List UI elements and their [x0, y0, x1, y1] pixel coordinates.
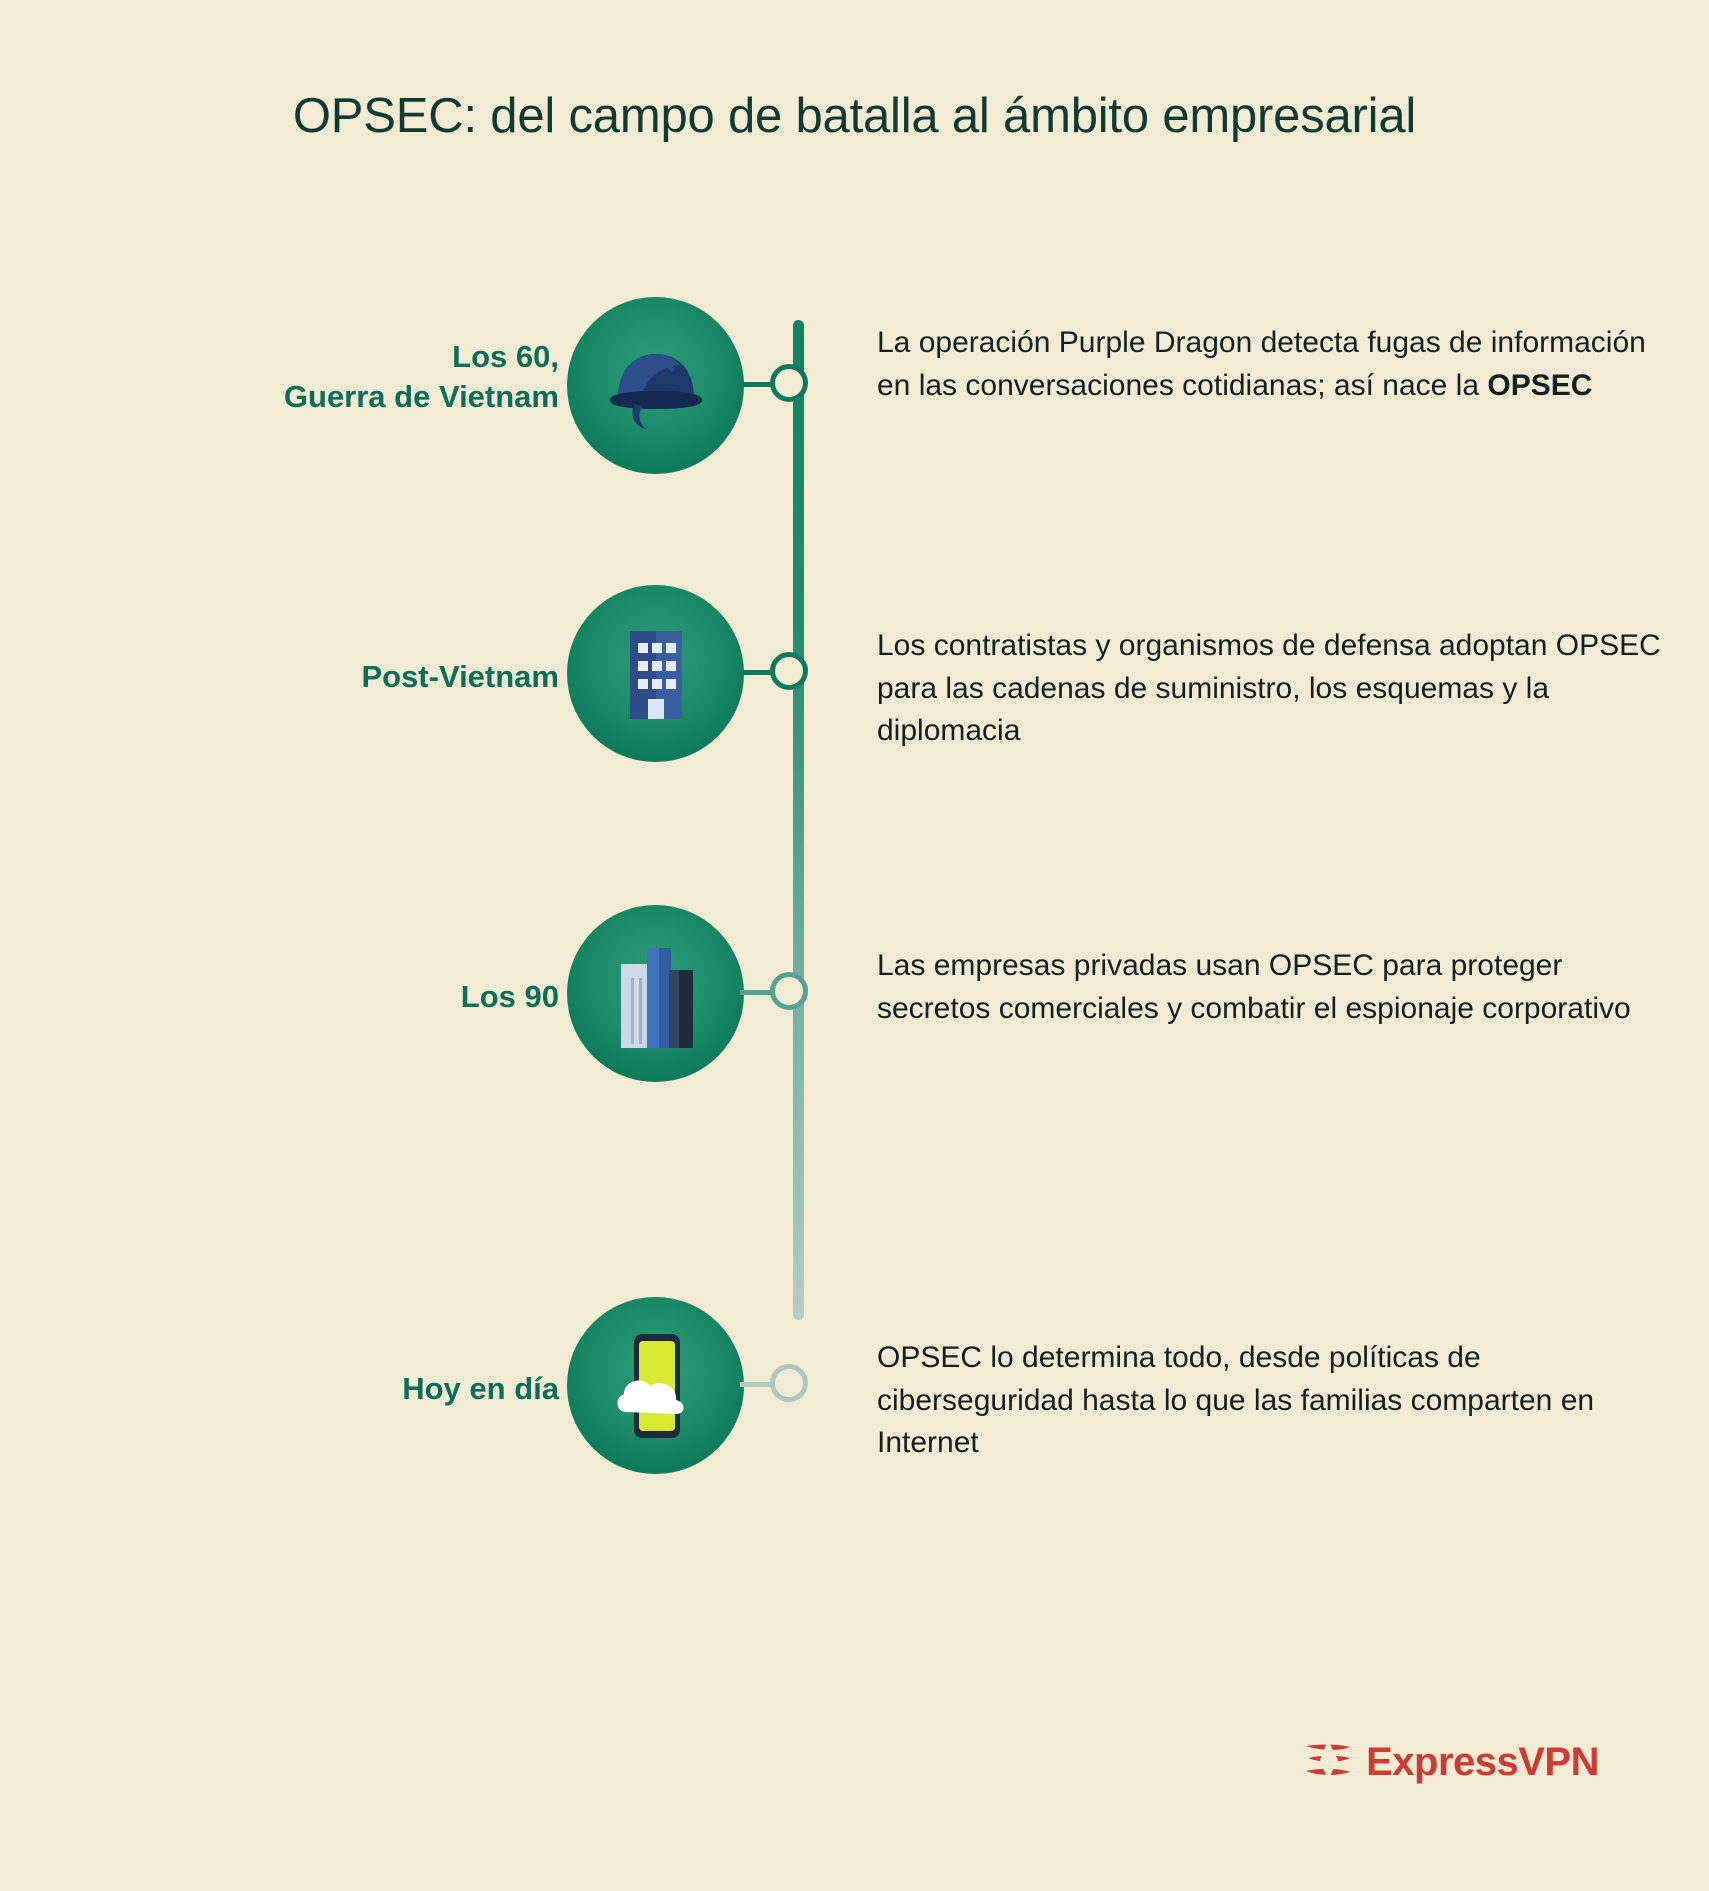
era-icon-badge	[567, 585, 744, 762]
era-description: OPSEC lo determina todo, desde políticas de ciberseguridad hasta lo que las familias comparten en Internet	[877, 1341, 1595, 1460]
page-title: OPSEC: del campo de batalla al ámbito empresarial	[292, 89, 1417, 143]
opsec-emphasis: OPSEC	[1487, 368, 1593, 402]
era-description: Los contratistas y organismos de defensa adoptan OPSEC para las cadenas de suministro, los esquemas y la diplomacia	[877, 629, 1661, 748]
era-label-line1: Los 60,	[452, 339, 559, 374]
era-label	[0, 977, 559, 1017]
era-icon-badge	[567, 297, 744, 474]
timeline-row	[0, 880, 1709, 1110]
timeline-row	[0, 1272, 1709, 1502]
era-icon-badge	[567, 1297, 744, 1474]
era-label-line1: Hoy en día	[402, 1371, 559, 1406]
era-label-line1: Post-Vietnam	[361, 659, 559, 694]
era-description: La operación Purple Dragon detecta fugas de información en las conversaciones cotidianas; así nace la OPSEC	[877, 326, 1646, 402]
timeline-node	[770, 1364, 808, 1402]
expressvpn-wordmark: ExpressVPN	[1366, 1740, 1599, 1784]
expressvpn-mark-icon	[1300, 1734, 1356, 1791]
era-label	[0, 337, 559, 416]
office-building-icon	[606, 619, 706, 729]
era-label	[0, 1369, 559, 1409]
era-label-line1: Los 90	[460, 979, 559, 1014]
skyscrapers-icon	[601, 934, 711, 1054]
expressvpn-logo[interactable]	[1300, 1734, 1599, 1791]
era-label-line2: Guerra de Vietnam	[283, 378, 559, 414]
timeline-node	[770, 972, 808, 1010]
timeline-row	[0, 560, 1709, 790]
timeline-row	[0, 272, 1709, 502]
timeline-node	[770, 364, 808, 402]
military-hat-icon	[596, 336, 716, 436]
era-label	[0, 657, 559, 697]
timeline-node	[770, 652, 808, 690]
phone-cloud-icon	[606, 1326, 706, 1446]
era-icon-badge	[567, 905, 744, 1082]
era-description: Las empresas privadas usan OPSEC para proteger secretos comerciales y combatir el espionaje corporativo	[877, 949, 1631, 1025]
